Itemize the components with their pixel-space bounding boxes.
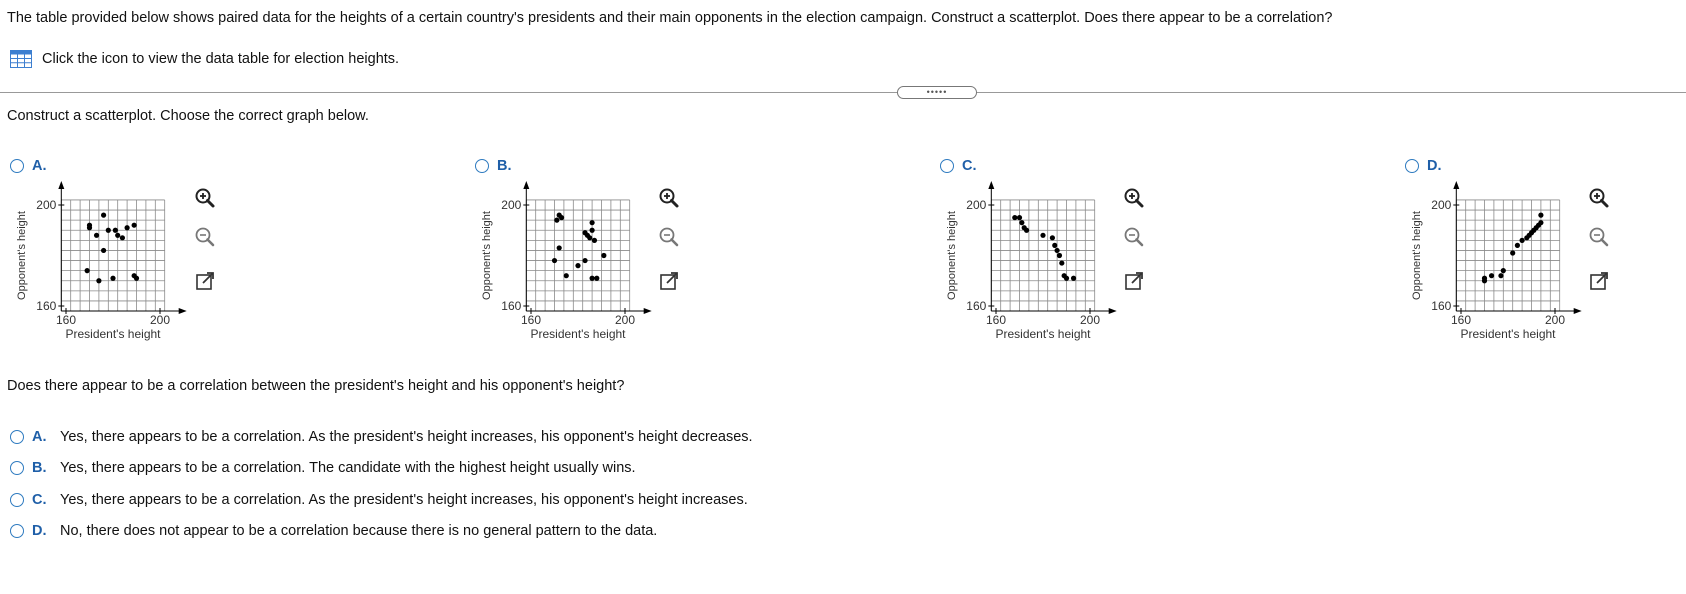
- data-point: [1040, 233, 1045, 238]
- data-point: [1489, 273, 1494, 278]
- x-tick-label: 160: [55, 313, 77, 328]
- data-point: [132, 223, 137, 228]
- data-point: [1538, 220, 1543, 225]
- data-point: [1064, 276, 1069, 281]
- data-point: [94, 233, 99, 238]
- x-axis-label: President's height: [995, 327, 1091, 342]
- data-point: [1501, 268, 1506, 273]
- y-tick-label: 200: [966, 198, 987, 212]
- data-point: [132, 273, 137, 278]
- x-tick-label: 160: [985, 313, 1007, 328]
- data-point: [590, 228, 595, 233]
- x-axis-label: President's height: [530, 327, 626, 342]
- option-letter: A.: [32, 158, 47, 174]
- data-point: [594, 276, 599, 281]
- data-point: [1510, 250, 1515, 255]
- option-letter: B.: [32, 460, 47, 476]
- data-point: [101, 213, 106, 218]
- y-tick-label: 160: [966, 299, 987, 313]
- radio-button[interactable]: [10, 430, 24, 444]
- answer-option-c[interactable]: [10, 492, 748, 508]
- zoom-out-icon[interactable]: [656, 224, 682, 250]
- option-letter: A.: [32, 429, 47, 445]
- scatterplot-b: [479, 178, 669, 344]
- x-axis-label: President's height: [65, 327, 161, 342]
- data-point: [1520, 238, 1525, 243]
- x-axis-arrow: [1574, 308, 1582, 314]
- data-table-link[interactable]: [10, 50, 399, 68]
- y-axis-label: Opponent's height: [946, 211, 958, 300]
- y-axis-label: Opponent's height: [1411, 211, 1423, 300]
- question-text: The table provided below shows paired data for the heights of a certain country's presidents and their main opponents in the election campaign. Construct a scatterplot. Does there appear to be a correlation?: [7, 10, 1333, 26]
- radio-button[interactable]: [475, 159, 489, 173]
- zoom-out-icon[interactable]: [1586, 224, 1612, 250]
- y-axis-arrow: [523, 181, 529, 189]
- x-axis-arrow: [644, 308, 652, 314]
- scatterplot-d: [1409, 178, 1599, 344]
- data-point: [587, 235, 592, 240]
- answer-text: Yes, there appears to be a correlation. As the president's height increases, his opponent's height decreases.: [60, 429, 753, 445]
- data-point: [557, 245, 562, 250]
- data-point: [552, 258, 557, 263]
- data-point: [1071, 276, 1076, 281]
- radio-button[interactable]: [10, 493, 24, 507]
- y-tick-label: 200: [501, 198, 522, 212]
- graph-option-b[interactable]: [475, 158, 512, 174]
- data-point: [1057, 253, 1062, 258]
- scatterplot-a: [14, 178, 204, 344]
- data-point: [115, 233, 120, 238]
- plot-grid: [526, 200, 629, 311]
- data-point: [1059, 260, 1064, 265]
- answer-option-d[interactable]: [10, 523, 657, 539]
- data-point: [101, 248, 106, 253]
- zoom-in-icon[interactable]: [656, 185, 682, 211]
- data-point: [1050, 235, 1055, 240]
- data-point: [1024, 228, 1029, 233]
- data-point: [120, 235, 125, 240]
- open-new-window-icon[interactable]: [1586, 268, 1612, 294]
- data-point: [1019, 220, 1024, 225]
- option-letter: C.: [32, 492, 47, 508]
- x-tick-label: 200: [1544, 313, 1566, 328]
- data-point: [87, 223, 92, 228]
- data-point: [96, 278, 101, 283]
- zoom-out-icon[interactable]: [192, 224, 218, 250]
- data-point: [590, 276, 595, 281]
- data-point: [554, 218, 559, 223]
- answer-option-b[interactable]: [10, 460, 636, 476]
- data-point: [1017, 215, 1022, 220]
- y-tick-label: 160: [1431, 299, 1452, 313]
- plot-grid: [61, 200, 164, 311]
- y-tick-label: 200: [1431, 198, 1452, 212]
- zoom-out-icon[interactable]: [1121, 224, 1147, 250]
- y-tick-label: 200: [36, 198, 57, 212]
- y-axis-label: Opponent's height: [16, 211, 28, 300]
- open-new-window-icon[interactable]: [656, 268, 682, 294]
- table-grid-icon[interactable]: [10, 50, 32, 68]
- x-tick-label: 200: [614, 313, 636, 328]
- data-point: [1055, 248, 1060, 253]
- radio-button[interactable]: [10, 461, 24, 475]
- option-letter: C.: [962, 158, 977, 174]
- part2-prompt: Does there appear to be a correlation between the president's height and his opponent's height?: [7, 378, 625, 394]
- plot-grid: [1456, 200, 1559, 311]
- data-point: [1012, 215, 1017, 220]
- x-tick-label: 160: [520, 313, 542, 328]
- x-axis-arrow: [179, 308, 187, 314]
- zoom-in-icon[interactable]: [1586, 185, 1612, 211]
- data-point: [1515, 243, 1520, 248]
- radio-button[interactable]: [10, 524, 24, 538]
- answer-text: Yes, there appears to be a correlation. The candidate with the highest height usually wins.: [60, 460, 636, 476]
- plot-grid: [991, 200, 1094, 311]
- x-tick-label: 200: [149, 313, 171, 328]
- radio-button[interactable]: [940, 159, 954, 173]
- data-point: [559, 215, 564, 220]
- radio-button[interactable]: [10, 159, 24, 173]
- data-point: [1498, 273, 1503, 278]
- data-point: [125, 225, 130, 230]
- graph-option-c[interactable]: [940, 158, 977, 174]
- x-axis-label: President's height: [1460, 327, 1556, 342]
- data-point: [113, 228, 118, 233]
- scatterplot-c: [944, 178, 1134, 344]
- open-new-window-icon[interactable]: [1121, 268, 1147, 294]
- data-point: [582, 258, 587, 263]
- data-point: [1538, 213, 1543, 218]
- x-axis-arrow: [1109, 308, 1117, 314]
- y-axis-arrow: [58, 181, 64, 189]
- answer-option-a[interactable]: [10, 429, 753, 445]
- answer-text: Yes, there appears to be a correlation. As the president's height increases, his opponent's height increases.: [60, 492, 748, 508]
- zoom-in-icon[interactable]: [1121, 185, 1147, 211]
- option-letter: D.: [1427, 158, 1442, 174]
- data-point: [110, 276, 115, 281]
- graph-option-a[interactable]: [10, 158, 47, 174]
- data-point: [564, 273, 569, 278]
- open-new-window-icon[interactable]: [192, 268, 218, 294]
- section-divider: [0, 92, 1686, 93]
- option-letter: D.: [32, 523, 47, 539]
- data-point: [106, 228, 111, 233]
- option-letter: B.: [497, 158, 512, 174]
- data-point: [590, 220, 595, 225]
- radio-button[interactable]: [1405, 159, 1419, 173]
- expand-handle[interactable]: •••••: [897, 86, 977, 99]
- y-axis-label: Opponent's height: [481, 211, 493, 300]
- data-point: [1482, 276, 1487, 281]
- y-axis-arrow: [988, 181, 994, 189]
- data-point: [85, 268, 90, 273]
- data-table-link-text[interactable]: Click the icon to view the data table for election heights.: [42, 51, 400, 67]
- y-tick-label: 160: [36, 299, 57, 313]
- answer-text: No, there does not appear to be a correlation because there is no general pattern to the data.: [60, 523, 658, 539]
- zoom-in-icon[interactable]: [192, 185, 218, 211]
- x-tick-label: 200: [1079, 313, 1101, 328]
- part1-prompt: Construct a scatterplot. Choose the correct graph below.: [7, 108, 369, 124]
- x-tick-label: 160: [1450, 313, 1472, 328]
- y-tick-label: 160: [501, 299, 522, 313]
- data-point: [575, 263, 580, 268]
- y-axis-arrow: [1453, 181, 1459, 189]
- data-point: [1052, 243, 1057, 248]
- data-point: [592, 238, 597, 243]
- graph-option-d[interactable]: [1405, 158, 1442, 174]
- data-point: [601, 253, 606, 258]
